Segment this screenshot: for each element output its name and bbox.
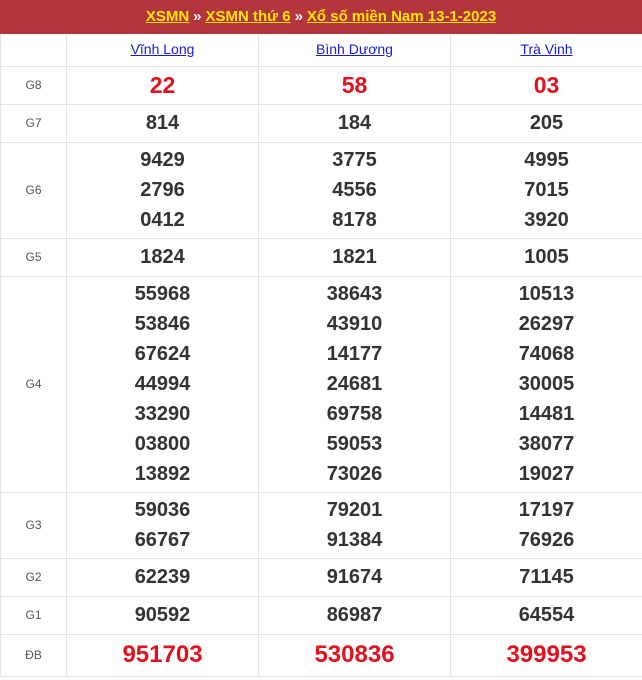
prize-cell (451, 596, 642, 634)
prize-label: G3 (1, 492, 67, 558)
prize-number: 53846 (134, 313, 191, 335)
prize-cell (451, 238, 642, 276)
prize-cell (259, 634, 451, 676)
prize-number: 19027 (518, 463, 575, 485)
prize-number: 26297 (518, 313, 575, 335)
prize-number: 10513 (518, 283, 575, 305)
prize-cell (451, 634, 642, 676)
prize-number: 03 (533, 72, 560, 98)
prize-number: 399953 (506, 641, 587, 668)
prize-row-g2 (1, 558, 642, 596)
prize-cell (259, 66, 451, 104)
prize-cell (67, 104, 259, 142)
prize-cell (259, 596, 451, 634)
prize-cell (451, 104, 642, 142)
prize-number: 67624 (134, 343, 191, 365)
prize-label: G1 (1, 596, 67, 634)
prize-cell (67, 492, 259, 558)
prize-number: 8178 (332, 209, 377, 231)
prize-number: 3775 (332, 149, 377, 171)
prize-row-g1 (1, 596, 642, 634)
breadcrumb-separator: » (193, 8, 202, 25)
prize-cell (67, 142, 259, 238)
prize-row-g7 (1, 104, 642, 142)
prize-number: 38643 (326, 283, 383, 305)
breadcrumb-current-link[interactable]: Xổ số miền Nam 13-1-2023 (306, 8, 497, 25)
prize-number: 91384 (326, 529, 383, 551)
prize-number: 7015 (524, 179, 569, 201)
prize-number: 90592 (134, 604, 191, 626)
prize-number: 14481 (518, 403, 575, 425)
prize-cell (259, 238, 451, 276)
prize-cell (259, 142, 451, 238)
prize-row-g8 (1, 66, 642, 104)
prize-number: 4995 (524, 149, 569, 171)
breadcrumb (0, 0, 642, 34)
prize-number: 03800 (134, 433, 191, 455)
prize-number: 44994 (134, 373, 191, 395)
prize-number: 24681 (326, 373, 383, 395)
prize-number: 1824 (140, 246, 185, 268)
prize-row-g4 (1, 276, 642, 492)
prize-number: 14177 (326, 343, 383, 365)
prize-row-g3 (1, 492, 642, 558)
breadcrumb-xsmn-link[interactable]: XSMN (145, 8, 190, 25)
prize-number: 30005 (518, 373, 575, 395)
prize-row-g6 (1, 142, 642, 238)
prize-row-đb (1, 634, 642, 676)
prize-cell (451, 66, 642, 104)
prize-number: 1005 (524, 246, 569, 268)
prize-number: 59036 (134, 499, 191, 521)
prize-number: 17197 (518, 499, 575, 521)
prize-number: 4556 (332, 179, 377, 201)
prize-number: 64554 (518, 604, 575, 626)
prize-cell (67, 596, 259, 634)
prize-cell (259, 558, 451, 596)
prize-label: G2 (1, 558, 67, 596)
prize-cell (259, 104, 451, 142)
prize-number: 59053 (326, 433, 383, 455)
prize-cell (67, 558, 259, 596)
prize-cell (451, 558, 642, 596)
province-header-row (1, 34, 642, 66)
prize-number: 38077 (518, 433, 575, 455)
prize-number: 66767 (134, 529, 191, 551)
prize-label: G6 (1, 142, 67, 238)
prize-row-g5 (1, 238, 642, 276)
prize-number: 0412 (140, 209, 185, 231)
prize-number: 2796 (140, 179, 185, 201)
prize-cell (259, 492, 451, 558)
prize-cell (67, 238, 259, 276)
prize-cell (451, 142, 642, 238)
prize-label: G7 (1, 104, 67, 142)
prize-label: G8 (1, 66, 67, 104)
prize-number: 58 (341, 72, 368, 98)
province-link-vinh-long[interactable]: Vĩnh Long (130, 40, 195, 57)
prize-cell (451, 276, 642, 492)
prize-number: 73026 (326, 463, 383, 485)
prize-number: 69758 (326, 403, 383, 425)
prize-number: 91674 (326, 566, 383, 588)
prize-number: 13892 (134, 463, 191, 485)
prize-number: 79201 (326, 499, 383, 521)
prize-number: 1821 (332, 246, 377, 268)
prize-cell (67, 634, 259, 676)
prize-label: G5 (1, 238, 67, 276)
breadcrumb-separator: » (294, 8, 303, 25)
prize-label: ĐB (1, 634, 67, 676)
prize-number: 814 (145, 112, 180, 134)
prize-number: 530836 (314, 641, 395, 668)
prize-number: 74068 (518, 343, 575, 365)
prize-number: 76926 (518, 529, 575, 551)
prize-label: G4 (1, 276, 67, 492)
prize-cell (451, 492, 642, 558)
prize-cell (67, 66, 259, 104)
breadcrumb-xsmn-thu6-link[interactable]: XSMN thứ 6 (205, 8, 291, 25)
prize-number: 9429 (140, 149, 185, 171)
prize-cell (67, 276, 259, 492)
prize-number: 205 (529, 112, 564, 134)
province-link-tra-vinh[interactable]: Trà Vinh (520, 40, 573, 57)
prize-cell (259, 276, 451, 492)
prize-number: 62239 (134, 566, 191, 588)
prize-number: 3920 (524, 209, 569, 231)
corner-cell (1, 34, 67, 66)
province-link-binh-duong[interactable]: Bình Dương (316, 40, 393, 57)
prize-number: 951703 (122, 641, 203, 668)
prize-number: 22 (149, 72, 176, 98)
prize-number: 33290 (134, 403, 191, 425)
prize-number: 86987 (326, 604, 383, 626)
prize-number: 71145 (519, 566, 574, 588)
prize-number: 184 (337, 112, 372, 134)
prize-number: 43910 (326, 313, 383, 335)
results-table (0, 34, 642, 677)
prize-number: 55968 (134, 283, 191, 305)
